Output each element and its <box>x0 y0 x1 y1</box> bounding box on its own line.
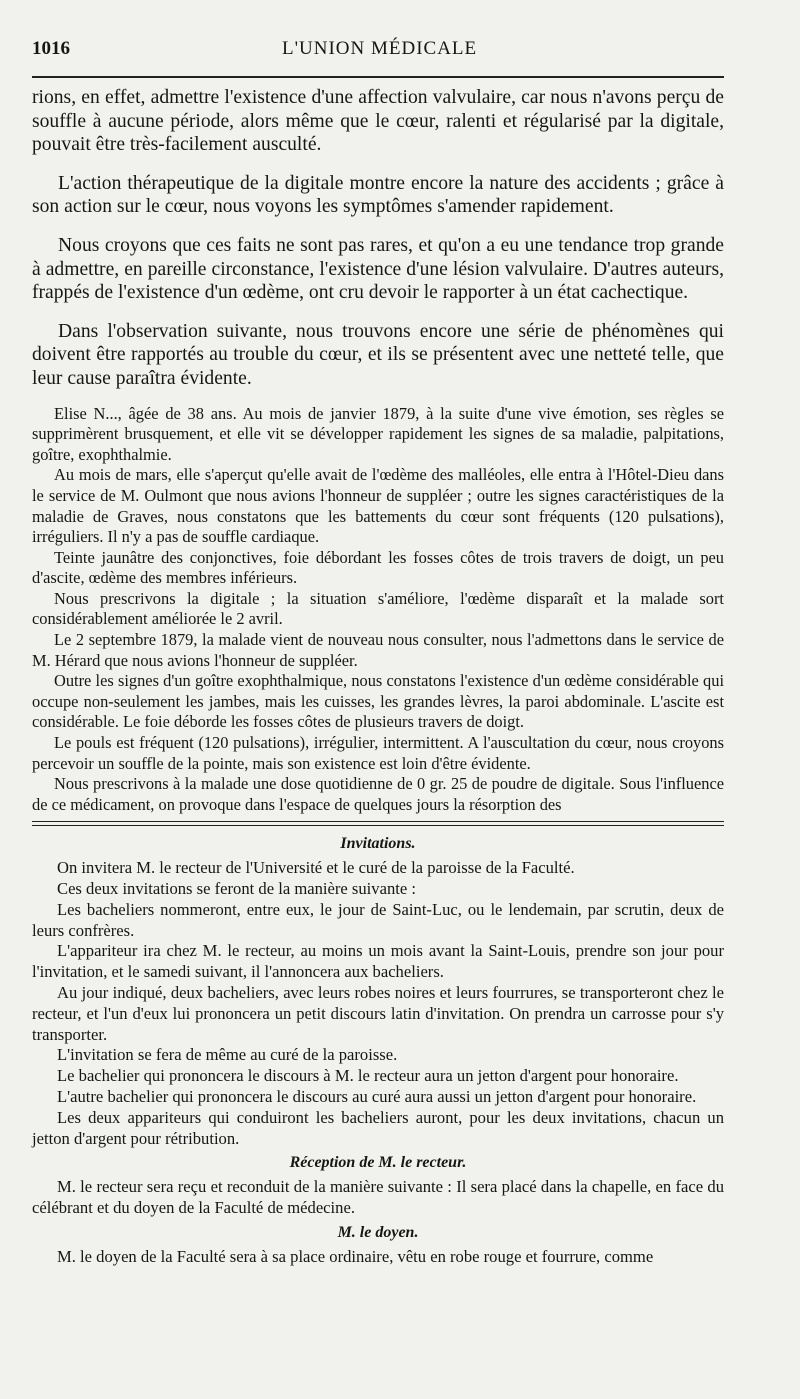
invitations-paragraph: Au jour indiqué, deux bacheliers, avec leurs robes noires et leurs fourrures, se transporteront chez le recteur, et l'un d'eux lui prononcera un petit discours latin d'invitation. On prendra un carrosse pour s'y transporter. <box>32 982 724 1044</box>
header-rule <box>32 76 724 78</box>
invitations-paragraph: L'appariteur ira chez M. le recteur, au moins un mois avant la Saint-Louis, prendre son jour pour l'invitation, et le samedi suivant, il l'annoncera aux bacheliers. <box>32 941 724 982</box>
observation-paragraph: Le 2 septembre 1879, la malade vient de nouveau nous consulter, nous l'admettons dans le service de M. Hérard que nous avions l'honneur de suppléer. <box>32 630 724 670</box>
paragraph: Nous croyons que ces faits ne sont pas rares, et qu'on a eu une tendance trop grande à admettre, en pareille circonstance, l'existence d'une lésion valvulaire. D'autres auteurs, frappés de l'existence d'un œdème, ont cru devoir le rapporter à un état cachectique. <box>32 234 724 304</box>
section-heading: Réception de M. le recteur. <box>289 1154 467 1172</box>
observation-paragraph: Teinte jaunâtre des conjonctives, foie débordant les fosses côtes de trois travers de doigt, un peu d'ascite, œdème des membres inférieurs. <box>32 547 724 588</box>
observation-paragraph: Nous prescrivons à la malade une dose quotidienne de 0 gr. 25 de poudre de digitale. Sous l'influence de ce médicament, on provoque dans l'espace de quelques jours la résorption des <box>32 774 724 814</box>
paragraph: L'action thérapeutique de la digitale montre encore la nature des accidents ; grâce à son action sur le cœur, nous voyons les symptômes s'amender rapidement. <box>32 172 724 218</box>
invitations-paragraph: On invitera M. le recteur de l'Université et le curé de la paroisse de la Faculté. <box>57 858 575 878</box>
paragraph: rions, en effet, admettre l'existence d'une affection valvulaire, car nous n'avons perçu de souffle à aucune période, alors même que le cœur, ralenti et régularisé par la digitale, pouvait être très-facilement ausculté. <box>32 87 724 156</box>
invitations-paragraph: L'invitation se fera de même au curé de la paroisse. <box>57 1045 398 1065</box>
section-heading: M. le doyen. <box>337 1223 419 1241</box>
observation-paragraph: Le pouls est fréquent (120 pulsations), irrégulier, intermittent. A l'auscultation du cœur, nous croyons percevoir un souffle de la pointe, mais son existence est loin d'être évidente. <box>32 733 724 773</box>
observation-paragraph: Au mois de mars, elle s'aperçut qu'elle avait de l'œdème des malléoles, elle entra à l'Hôtel-Dieu dans le service de M. Oulmont que nous avions l'honneur de suppléer ; outre les signes caractéristiques de la maladie de Graves, nous constatons que les battements du cœur sont fréquents (120 pulsations), irréguliers. Il n'y a pas de souffle cardiaque. <box>32 465 724 547</box>
paragraph: Dans l'observation suivante, nous trouvons encore une série de phénomènes qui doivent être rapportés au trouble du cœur, et ils se présentent avec une netteté telle, que leur cause paraîtra évidente. <box>32 320 724 389</box>
page-number: 1016 <box>32 38 70 59</box>
doyen-paragraph: M. le doyen de la Faculté sera à sa place ordinaire, vêtu en robe rouge et fourrure, comme <box>57 1246 654 1266</box>
observation-paragraph: Nous prescrivons la digitale ; la situation s'améliore, l'œdème disparaît et la malade sort considérablement améliorée le 2 avril. <box>32 588 724 629</box>
invitations-paragraph: L'autre bachelier qui prononcera le discours au curé aura aussi un jetton d'argent pour honoraire. <box>57 1086 697 1106</box>
main-text <box>32 86 724 391</box>
invitations-paragraph: Le bachelier qui prononcera le discours à M. le recteur aura un jetton d'argent pour honoraire. <box>57 1066 679 1086</box>
invitations-section <box>32 834 724 1267</box>
observation-paragraph: Elise N..., âgée de 38 ans. Au mois de janvier 1879, à la suite d'une vive émotion, ses règles se supprimèrent brusquement, et elle vit se développer rapidement les signes de sa maladie, palpitations, goître, exophthalmie. <box>32 403 724 464</box>
invitations-paragraph: Les bacheliers nommeront, entre eux, le jour de Saint-Luc, ou le lendemain, par scrutin, deux de leurs confrères. <box>32 899 724 940</box>
invitations-paragraph: Les deux appariteurs qui conduiront les bacheliers auront, pour les deux invitations, chacun un jetton d'argent pour rétribution. <box>32 1107 724 1148</box>
running-title: L'UNION MÉDICALE <box>282 38 478 59</box>
section-divider <box>32 821 724 826</box>
reception-paragraph: M. le recteur sera reçu et reconduit de la manière suivante : Il sera placé dans la chapelle, en face du célébrant et du doyen de la Faculté de médecine. <box>32 1177 724 1217</box>
observation <box>32 404 724 816</box>
invitations-paragraph: Ces deux invitations se feront de la manière suivante : <box>57 879 416 898</box>
section-heading: Invitations. <box>340 835 416 853</box>
observation-paragraph: Outre les signes d'un goître exophthalmique, nous constatons l'existence d'un œdème considérable qui occupe non-seulement les jambes, mais les cuisses, les grandes lèvres, la paroi abdominale. L'ascite est considérable. Le foie déborde les fosses côtes de plusieurs travers de doigt. <box>32 671 724 732</box>
page-header <box>32 38 724 74</box>
